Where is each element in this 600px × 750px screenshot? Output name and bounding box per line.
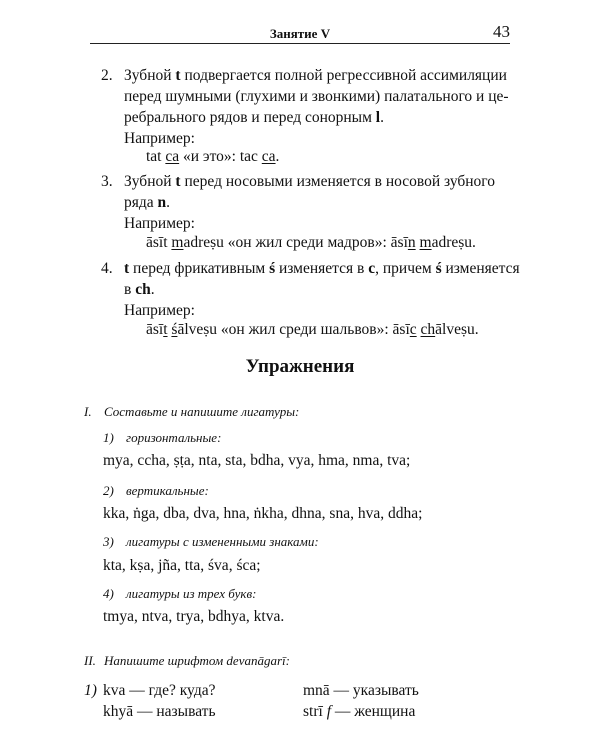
group-3-label: лигатуры с измененными знаками:: [126, 534, 319, 549]
word-row-1-right: mnā — указывать: [303, 682, 419, 699]
rule-2-line-3: ребрального рядов и перед сонорным l.: [124, 109, 384, 126]
exercise-2-sub-number: 1): [84, 682, 97, 699]
rule-2-example: tat ca «и это»: tac ca.: [146, 148, 280, 165]
group-4-number: 4): [103, 586, 114, 601]
word-row-2-left: khyā — называть: [103, 703, 216, 720]
word-row-2-right: strī f — женщина: [303, 703, 416, 720]
rule-2-example-label: Например:: [124, 130, 195, 147]
rule-2-line-1: Зубной t подвергается полной регрессивной ассимиляции: [124, 67, 507, 84]
rule-3-line-1: Зубной t перед носовыми изменяется в носовой зубного: [124, 173, 496, 190]
rule-2-line-2: перед шумными (глухими и звонкими) палатального и це-: [124, 88, 509, 105]
rule-3-example: āsīt madreṣu «он жил среди мадров»: āsīn madreṣu.: [146, 234, 476, 251]
word-row-1-left: kva — где? куда?: [103, 682, 216, 699]
rule-4-line-2: в ch.: [124, 281, 155, 298]
group-2-label: вертикальные:: [126, 483, 209, 498]
rule-4-number: 4.: [101, 260, 113, 277]
group-3-items: kta, kṣa, jña, tta, śva, śca;: [103, 557, 261, 574]
group-1-items: mya, ccha, ṣṭa, nta, sta, bdha, vya, hma, nma, tva;: [103, 452, 411, 469]
group-2-items: kka, ṅga, dba, dva, hna, ṅkha, dhna, sna, hva, ddha;: [103, 505, 423, 522]
exercise-1-number: I.: [84, 404, 92, 419]
rule-3-example-label: Например:: [124, 215, 195, 232]
exercise-1-title: Составьте и напишите лигатуры:: [104, 404, 300, 419]
rule-2-number: 2.: [101, 67, 113, 84]
group-1-label: горизонтальные:: [126, 430, 222, 445]
rule-3-number: 3.: [101, 173, 113, 190]
rule-3-line-2: ряда n.: [124, 194, 171, 211]
group-4-items: tmya, ntva, trya, bdhya, ktva.: [103, 608, 285, 625]
rule-4-example-label: Например:: [124, 302, 195, 319]
group-1-number: 1): [103, 430, 114, 445]
page-number: 43: [493, 22, 510, 41]
rule-4-example: āsīt śālveṣu «он жил среди шальвов»: āsīc chālveṣu.: [146, 321, 479, 338]
group-3-number: 3): [103, 534, 114, 549]
exercise-2-title: Напишите шрифтом devanāgarī:: [104, 653, 290, 668]
group-4-label: лигатуры из трех букв:: [126, 586, 257, 601]
page-header: [90, 22, 510, 44]
rule-4-line-1: t перед фрикативным ś изменяется в c, причем ś изменяется: [124, 260, 520, 277]
exercises-heading: Упражнения: [245, 356, 355, 377]
chapter-title: Занятие V: [269, 26, 331, 41]
group-2-number: 2): [103, 483, 114, 498]
header-rule: [90, 43, 510, 44]
exercise-2-number: II.: [84, 653, 96, 668]
